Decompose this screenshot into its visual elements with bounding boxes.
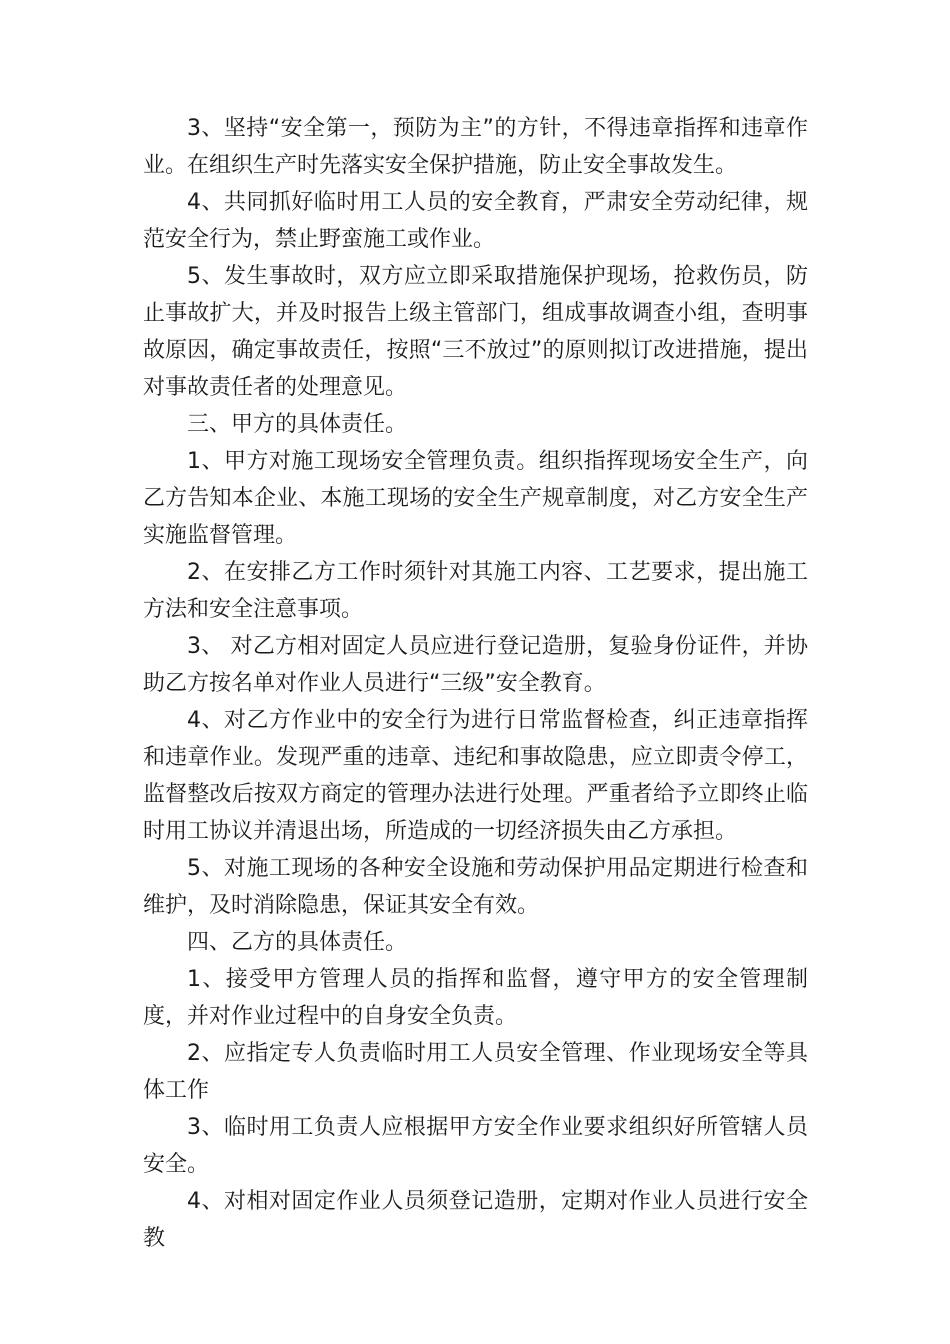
- paragraph: 1、接受甲方管理人员的指挥和监督，遵守甲方的安全管理制度，并对作业过程中的自身安全负责。: [143, 967, 808, 1029]
- paragraph: 5、对施工现场的各种安全设施和劳动保护用品定期进行检查和维护，及时消除隐患，保证其安全有效。: [143, 856, 808, 918]
- paragraph: 3、 对乙方相对固定人员应进行登记造册，复验身份证件，并协助乙方按名单对作业人员进行“三级”安全教育。: [143, 634, 808, 696]
- paragraph: 4、对相对固定作业人员须登记造册，定期对作业人员进行安全教: [143, 1189, 808, 1251]
- paragraph: 1、甲方对施工现场安全管理负责。组织指挥现场安全生产，向乙方告知本企业、本施工现场的安全生产规章制度，对乙方安全生产实施监督管理。: [143, 449, 808, 548]
- document-body: [143, 110, 808, 1257]
- section-heading: 四、乙方的具体责任。: [187, 930, 408, 955]
- paragraph: 4、对乙方作业中的安全行为进行日常监督检查，纠正违章指挥和违章作业。发现严重的违章、违纪和事故隐患，应立即责令停工，监督整改后按双方商定的管理办法进行处理。严重者给予立即终止临时用工协议并清退出场，所造成的一切经济损失由乙方承担。: [143, 708, 808, 844]
- paragraph: 3、坚持“安全第一，预防为主”的方针，不得违章指挥和违章作业。在组织生产时先落实安全保护措施，防止安全事故发生。: [143, 116, 808, 178]
- paragraph: 3、临时用工负责人应根据甲方安全作业要求组织好所管辖人员安全。: [143, 1115, 808, 1177]
- section-heading: 三、甲方的具体责任。: [187, 412, 408, 437]
- paragraph: 5、发生事故时，双方应立即采取措施保护现场，抢救伤员，防止事故扩大，并及时报告上级主管部门，组成事故调查小组，查明事故原因，确定事故责任，按照“三不放过”的原则拟订改进措施，提出对事故责任者的处理意见。: [143, 264, 808, 400]
- paragraph: 2、在安排乙方工作时须针对其施工内容、工艺要求，提出施工方法和安全注意事项。: [143, 560, 808, 622]
- paragraph: 4、共同抓好临时用工人员的安全教育，严肃安全劳动纪律，规范安全行为，禁止野蛮施工或作业。: [143, 190, 808, 252]
- paragraph: 2、应指定专人负责临时用工人员安全管理、作业现场安全等具体工作: [143, 1041, 808, 1103]
